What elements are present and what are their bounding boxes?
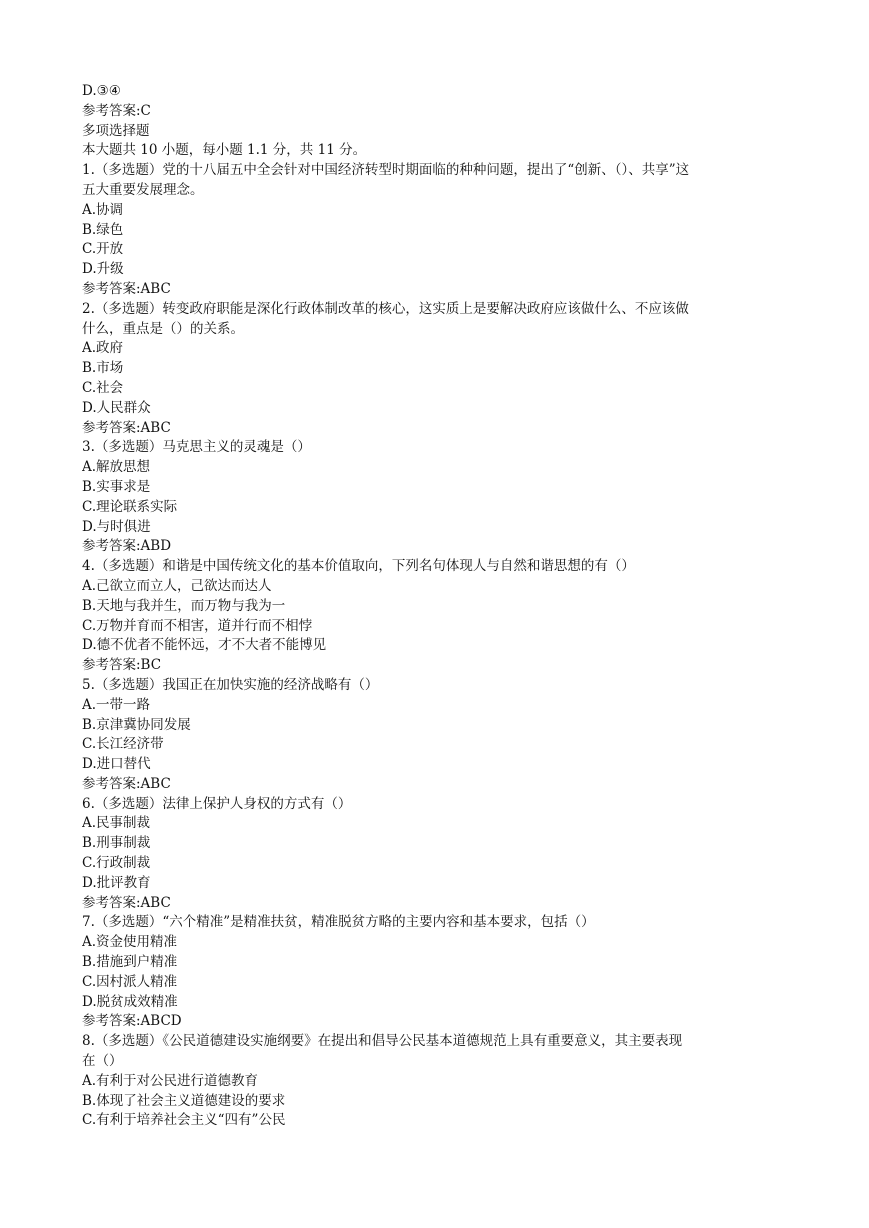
question-3-option-d: D.与时俱进 <box>82 518 151 535</box>
question-7-text: 7.（多选题）“六个精准”是精准扶贫，精准脱贫方略的主要内容和基本要求，包括（） <box>82 914 595 931</box>
answer-line: 参考答案:C <box>82 102 151 119</box>
question-5-option-b: B.京津冀协同发展 <box>82 716 191 733</box>
question-3-answer: 参考答案:ABD <box>82 538 172 555</box>
section-instructions: 本大题共 10 小题，每小题 1.1 分，共 11 分。 <box>82 142 367 159</box>
question-1-option-b: B.绿色 <box>82 221 124 238</box>
question-2-text-cont: 什么，重点是（）的关系。 <box>82 320 244 337</box>
question-4-option-d: D.德不优者不能怀远，才不大者不能博见 <box>82 637 327 654</box>
text-line: D.③④ <box>82 83 121 99</box>
question-7-option-b: B.措施到户精准 <box>82 954 178 971</box>
question-6-text: 6.（多选题）法律上保护人身权的方式有（） <box>82 795 352 812</box>
question-6-option-c: C.行政制裁 <box>82 855 151 872</box>
question-5-answer: 参考答案:ABC <box>82 775 171 792</box>
question-3-option-a: A.解放思想 <box>82 459 151 476</box>
document-page <box>82 82 787 1131</box>
question-8-option-c: C.有利于培养社会主义“四有”公民 <box>82 1112 286 1129</box>
question-4-option-a: A.己欲立而立人，己欲达而达人 <box>82 577 272 594</box>
question-1-text: 1.（多选题）党的十八届五中全会针对中国经济转型时期面临的种种问题，提出了“创新、（）、共享”这 <box>82 162 690 179</box>
question-2-option-d: D.人民群众 <box>82 399 151 416</box>
question-1-option-d: D.升级 <box>82 261 124 278</box>
question-7-option-c: C.因村派人精准 <box>82 973 178 990</box>
question-1-text-cont: 五大重要发展理念。 <box>82 181 204 198</box>
question-4-option-b: B.天地与我并生，而万物与我为一 <box>82 597 286 614</box>
question-6-option-d: D.批评教育 <box>82 874 151 891</box>
question-7-answer: 参考答案:ABCD <box>82 1013 182 1030</box>
question-2-option-b: B.市场 <box>82 360 124 377</box>
question-2-option-a: A.政府 <box>82 340 124 357</box>
question-1-option-a: A.协调 <box>82 201 124 218</box>
question-7-option-a: A.资金使用精准 <box>82 934 178 951</box>
question-2-text: 2.（多选题）转变政府职能是深化行政体制改革的核心，这实质上是要解决政府应该做什么、不应该做 <box>82 300 689 317</box>
question-5-option-d: D.进口替代 <box>82 756 151 773</box>
question-6-option-a: A.民事制裁 <box>82 815 151 832</box>
question-8-option-a: A.有利于对公民进行道德教育 <box>82 1072 259 1089</box>
question-4-option-c: C.万物并育而不相害，道并行而不相悖 <box>82 617 313 634</box>
question-5-text: 5.（多选题）我国正在加快实施的经济战略有（） <box>82 676 379 693</box>
question-8-text-cont: 在（） <box>82 1053 123 1070</box>
question-3-option-c: C.理论联系实际 <box>82 498 178 515</box>
question-1-answer: 参考答案:ABC <box>82 280 171 297</box>
question-7-option-d: D.脱贫成效精准 <box>82 993 178 1010</box>
question-5-option-a: A.一带一路 <box>82 696 151 713</box>
question-3-option-b: B.实事求是 <box>82 478 151 495</box>
question-8-text: 8.（多选题）《公民道德建设实施纲要》在提出和倡导公民基本道德规范上具有重要意义，其主要表现 <box>82 1033 683 1050</box>
question-4-answer: 参考答案:BC <box>82 657 162 674</box>
question-8-option-b: B.体现了社会主义道德建设的要求 <box>82 1092 286 1109</box>
question-6-option-b: B.刑事制裁 <box>82 835 151 852</box>
question-5-option-c: C.长江经济带 <box>82 736 164 753</box>
question-2-option-c: C.社会 <box>82 379 124 396</box>
question-6-answer: 参考答案:ABC <box>82 894 171 911</box>
question-1-option-c: C.开放 <box>82 241 124 258</box>
question-2-answer: 参考答案:ABC <box>82 419 171 436</box>
question-3-text: 3.（多选题）马克思主义的灵魂是（） <box>82 439 311 456</box>
question-4-text: 4.（多选题）和谐是中国传统文化的基本价值取向，下列名句体现人与自然和谐思想的有（） <box>82 558 635 575</box>
section-title: 多项选择题 <box>82 122 150 139</box>
